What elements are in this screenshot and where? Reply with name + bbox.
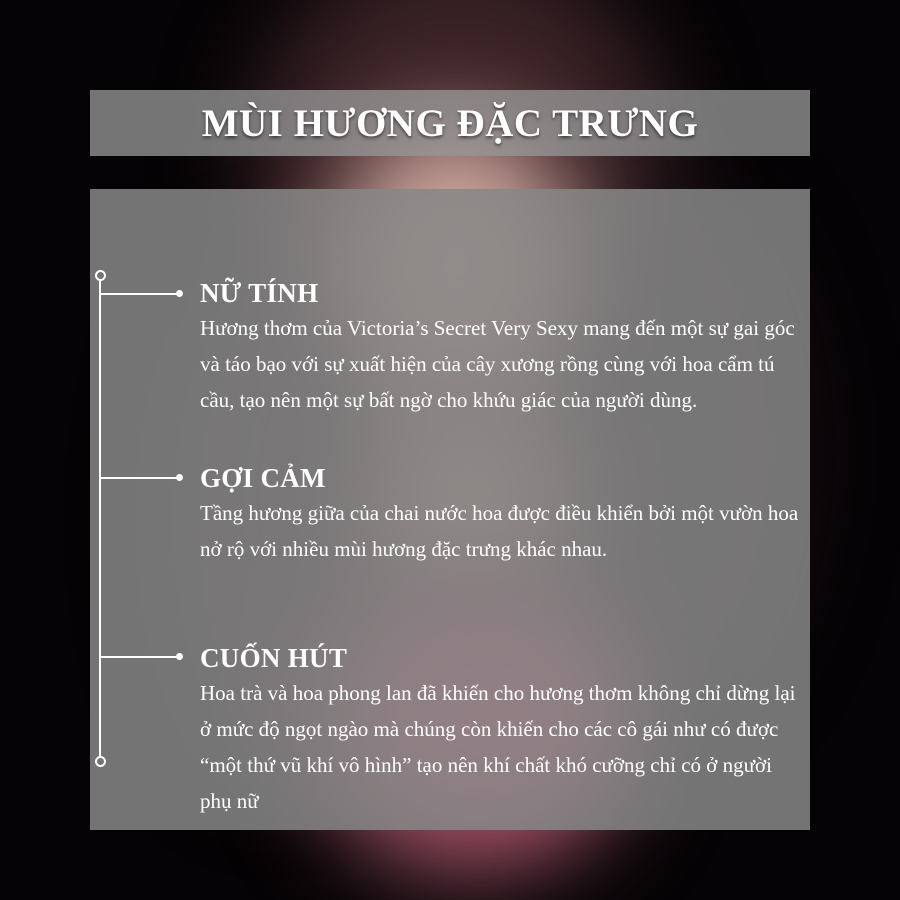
bullet-dot-icon xyxy=(176,474,183,481)
page-title: MÙI HƯƠNG ĐẶC TRƯNG xyxy=(201,101,699,145)
timeline-end-circle-icon xyxy=(95,756,106,767)
section-heading: CUỐN HÚT xyxy=(200,643,348,673)
section-nu-tinh xyxy=(200,276,804,418)
section-body: Tầng hương giữa của chai nước hoa được điều khiển bởi một vườn hoa nở rộ với nhiều mùi hương đặc trưng khác nhau. xyxy=(200,501,799,561)
section-heading: GỢI CẢM xyxy=(200,463,326,493)
timeline-connector-1 xyxy=(101,293,177,295)
timeline-start-circle-icon xyxy=(95,270,106,281)
section-goi-cam xyxy=(200,461,804,567)
title-banner xyxy=(90,90,810,156)
timeline-connector-3 xyxy=(101,656,177,658)
section-body: Hương thơm của Victoria’s Secret Very Sexy mang đến một sự gai góc và táo bạo với sự xuất hiện của cây xương rồng cùng với hoa cẩm tú cầu, tạo nên một sự bất ngờ cho khứu giác của người dùng. xyxy=(200,316,795,412)
timeline-connector-2 xyxy=(101,477,177,479)
section-body: Hoa trà và hoa phong lan đã khiến cho hương thơm không chỉ dừng lại ở mức độ ngọt ngào mà chúng còn khiến cho các cô gái như có được “một thứ vũ khí vô hình” tạo nên khí chất khó cưỡng chỉ có ở người phụ nữ xyxy=(200,681,796,813)
timeline-vertical-line xyxy=(99,281,101,756)
bullet-dot-icon xyxy=(176,653,183,660)
section-cuon-hut xyxy=(200,641,804,819)
section-heading: NỮ TÍNH xyxy=(200,278,319,308)
bullet-dot-icon xyxy=(176,290,183,297)
